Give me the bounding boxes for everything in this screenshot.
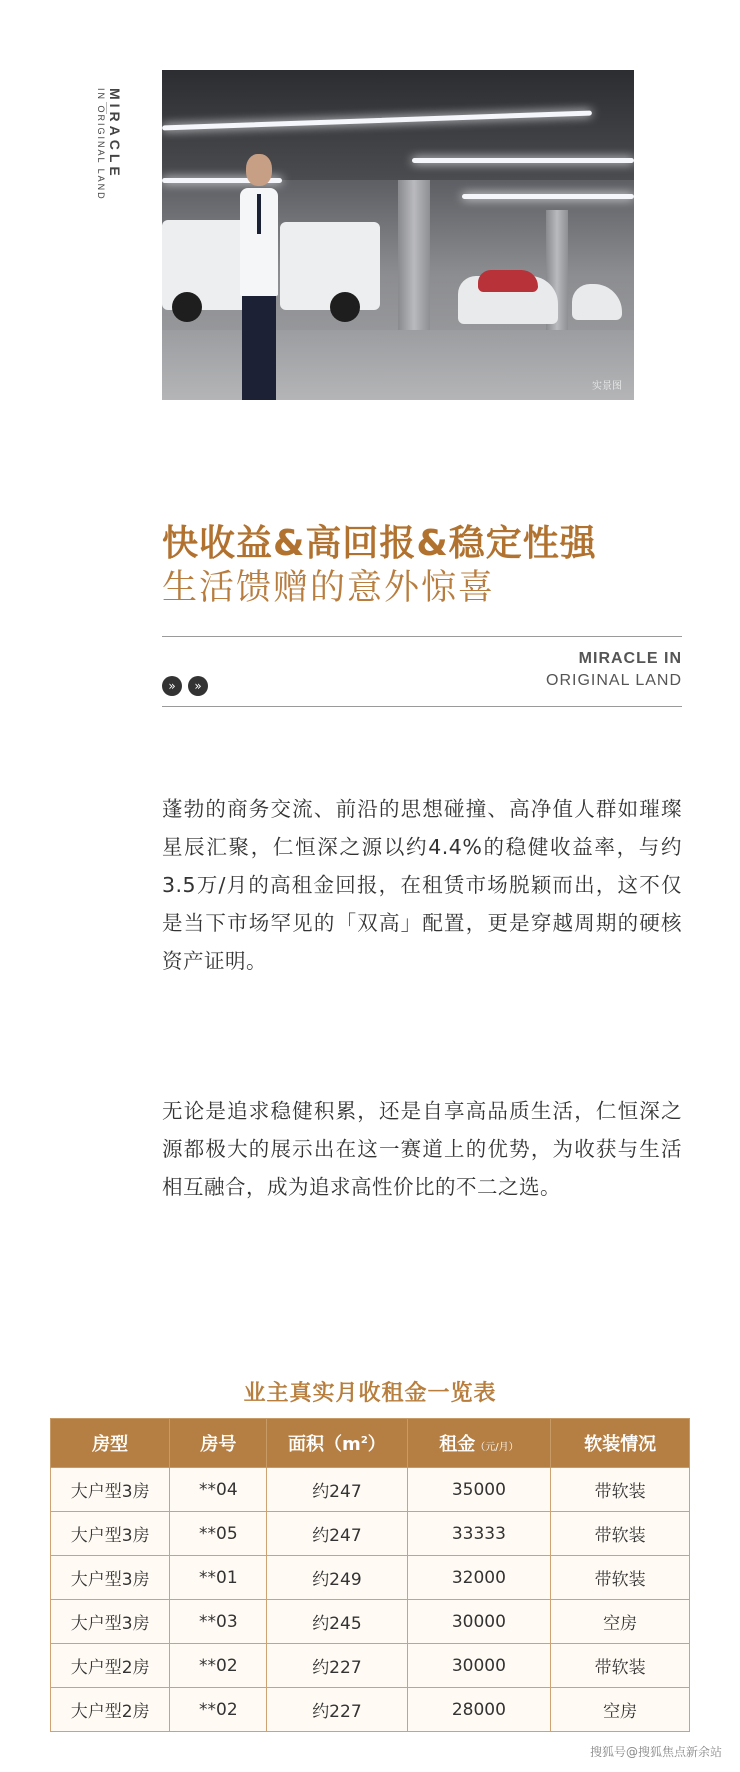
photo-floor xyxy=(162,330,634,400)
cell-room: **02 xyxy=(170,1644,267,1688)
heading-line-2: 生活馈赠的意外惊喜 xyxy=(162,568,496,608)
cell-room: **05 xyxy=(170,1512,267,1556)
section-heading xyxy=(162,522,682,610)
cell-decor: 空房 xyxy=(551,1688,690,1732)
side-label-title: MIRACLE xyxy=(107,88,123,180)
cell-type: 大户型3房 xyxy=(51,1600,170,1644)
header-room: 房号 xyxy=(170,1419,267,1468)
double-arrow-icon xyxy=(162,676,208,696)
cell-area: 约247 xyxy=(267,1512,407,1556)
cell-type: 大户型3房 xyxy=(51,1512,170,1556)
cell-decor: 空房 xyxy=(551,1600,690,1644)
english-tagline xyxy=(546,650,682,690)
cell-decor: 带软装 xyxy=(551,1512,690,1556)
body-paragraph-2: 无论是追求稳健积累，还是自享高品质生活，仁恒深之源都极大的展示出在这一赛道上的优势，为收获与生活相互融合，成为追求高性价比的不二之选。 xyxy=(162,1099,682,1199)
side-label-subtitle: IN ORIGINAL LAND xyxy=(96,88,106,201)
cell-decor: 带软装 xyxy=(551,1468,690,1512)
photo-caption: 实景图 xyxy=(592,381,622,392)
cell-rent: 30000 xyxy=(407,1644,551,1688)
cell-rent: 32000 xyxy=(407,1556,551,1600)
parking-garage-photo xyxy=(162,70,634,400)
cell-room: **03 xyxy=(170,1600,267,1644)
header-rent: 租金（元/月） xyxy=(407,1419,551,1468)
table-row xyxy=(51,1512,690,1556)
photo-pillar xyxy=(546,210,568,350)
english-tagline-line-2: ORIGINAL LAND xyxy=(546,672,682,689)
cell-room: **01 xyxy=(170,1556,267,1600)
table-row xyxy=(51,1556,690,1600)
ceiling-light xyxy=(412,158,634,163)
cell-type: 大户型3房 xyxy=(51,1468,170,1512)
header-area: 面积$(m^2)$ xyxy=(267,1419,407,1468)
heading-line-1: 快收益&高回报&稳定性强 xyxy=(162,523,597,564)
cell-area: 约227 xyxy=(267,1644,407,1688)
cell-type: 大户型3房 xyxy=(51,1556,170,1600)
source-watermark: 搜狐号@搜狐焦点新余站 xyxy=(589,1745,722,1759)
arrow-right-icon: » xyxy=(162,676,182,696)
header-type: 房型 xyxy=(51,1419,170,1468)
rent-table xyxy=(50,1418,690,1732)
cell-type: 大户型2房 xyxy=(51,1644,170,1688)
table-row xyxy=(51,1468,690,1512)
person-tie xyxy=(257,194,261,234)
table-row xyxy=(51,1600,690,1644)
parked-car-red xyxy=(478,270,538,292)
golf-cart xyxy=(280,222,380,310)
table-row xyxy=(51,1688,690,1732)
cell-area: 约227 xyxy=(267,1688,407,1732)
heading-top-rule xyxy=(162,636,682,637)
cell-area: 约247 xyxy=(267,1468,407,1512)
cell-rent: 30000 xyxy=(407,1600,551,1644)
photo-pillar xyxy=(398,180,430,350)
cell-type: 大户型2房 xyxy=(51,1688,170,1732)
cart-wheel xyxy=(330,292,360,322)
cell-area: 约249 xyxy=(267,1556,407,1600)
side-label xyxy=(96,88,123,201)
person-head xyxy=(246,154,272,186)
rent-table-title: 业主真实月收租金一览表 xyxy=(243,1381,497,1406)
cell-area: 约245 xyxy=(267,1600,407,1644)
cart-wheel xyxy=(172,292,202,322)
cell-decor: 带软装 xyxy=(551,1644,690,1688)
table-header-row xyxy=(51,1419,690,1468)
english-tagline-line-1: MIRACLE IN xyxy=(578,650,682,667)
table-row xyxy=(51,1644,690,1688)
ceiling-light xyxy=(462,194,634,199)
cell-room: **04 xyxy=(170,1468,267,1512)
cell-decor: 带软装 xyxy=(551,1556,690,1600)
body-paragraph-1: 蓬勃的商务交流、前沿的思想碰撞、高净值人群如璀璨星辰汇聚，仁恒深之源以约4.4%的稳健收益率，与约3.5万/月的高租金回报，在租赁市场脱颖而出，这不仅是当下市场罕见的「双高」配置，更是穿越周期的硬核资产证明。 xyxy=(162,797,682,973)
heading-bottom-rule xyxy=(162,706,682,707)
cell-rent: 28000 xyxy=(407,1688,551,1732)
arrow-right-icon: » xyxy=(188,676,208,696)
person-legs xyxy=(242,292,276,400)
parked-car xyxy=(572,284,622,320)
cell-rent: 35000 xyxy=(407,1468,551,1512)
cell-rent: 33333 xyxy=(407,1512,551,1556)
header-decor: 软装情况 xyxy=(551,1419,690,1468)
cell-room: **02 xyxy=(170,1688,267,1732)
